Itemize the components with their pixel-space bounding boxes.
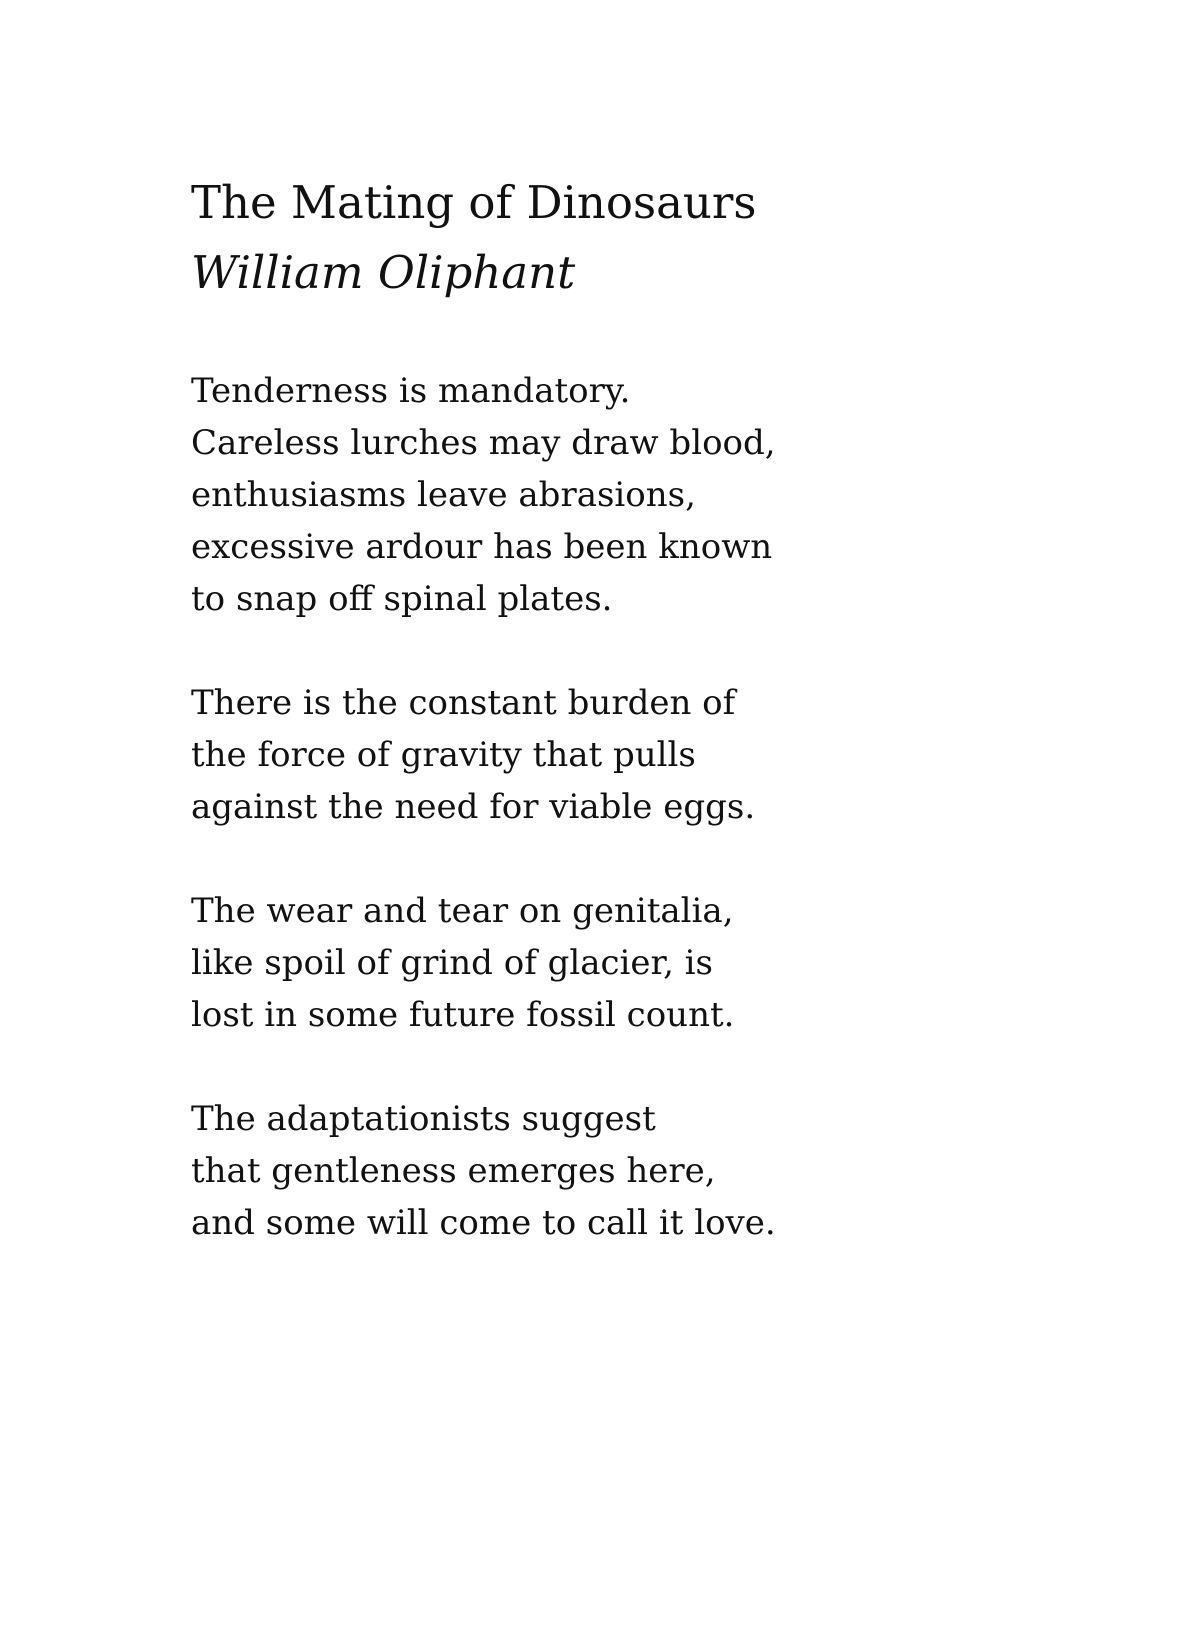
poem-line: that gentleness emerges here, [191,1151,716,1191]
poem-line: enthusiasms leave abrasions, [191,475,696,515]
poem-container [191,168,991,1301]
poem-line: lost in some future fossil count. [191,995,735,1035]
poem-line: to snap off spinal plates. [191,579,613,619]
poem-line: The adaptationists suggest [191,1099,656,1139]
poem-line: the force of gravity that pulls [191,735,696,775]
stanza-1 [191,365,991,625]
stanza-4 [191,1093,991,1249]
poem-line: against the need for viable eggs. [191,787,756,827]
poem-line: The wear and tear on genitalia, [191,891,734,931]
stanza-3 [191,885,991,1041]
poem-line: Tenderness is mandatory. [191,371,631,411]
poem-line: Careless lurches may draw blood, [191,423,776,463]
poem-body [191,365,991,1249]
poem-line: excessive ardour has been known [191,527,773,567]
poem-line: and some will come to call it love. [191,1203,776,1243]
stanza-2 [191,677,991,833]
poem-line: There is the constant burden of [191,683,736,723]
poem-title: The Mating of Dinosaurs [191,176,757,229]
poem-author: William Oliphant [191,246,576,299]
poem-line: like spoil of grind of glacier, is [191,943,714,983]
